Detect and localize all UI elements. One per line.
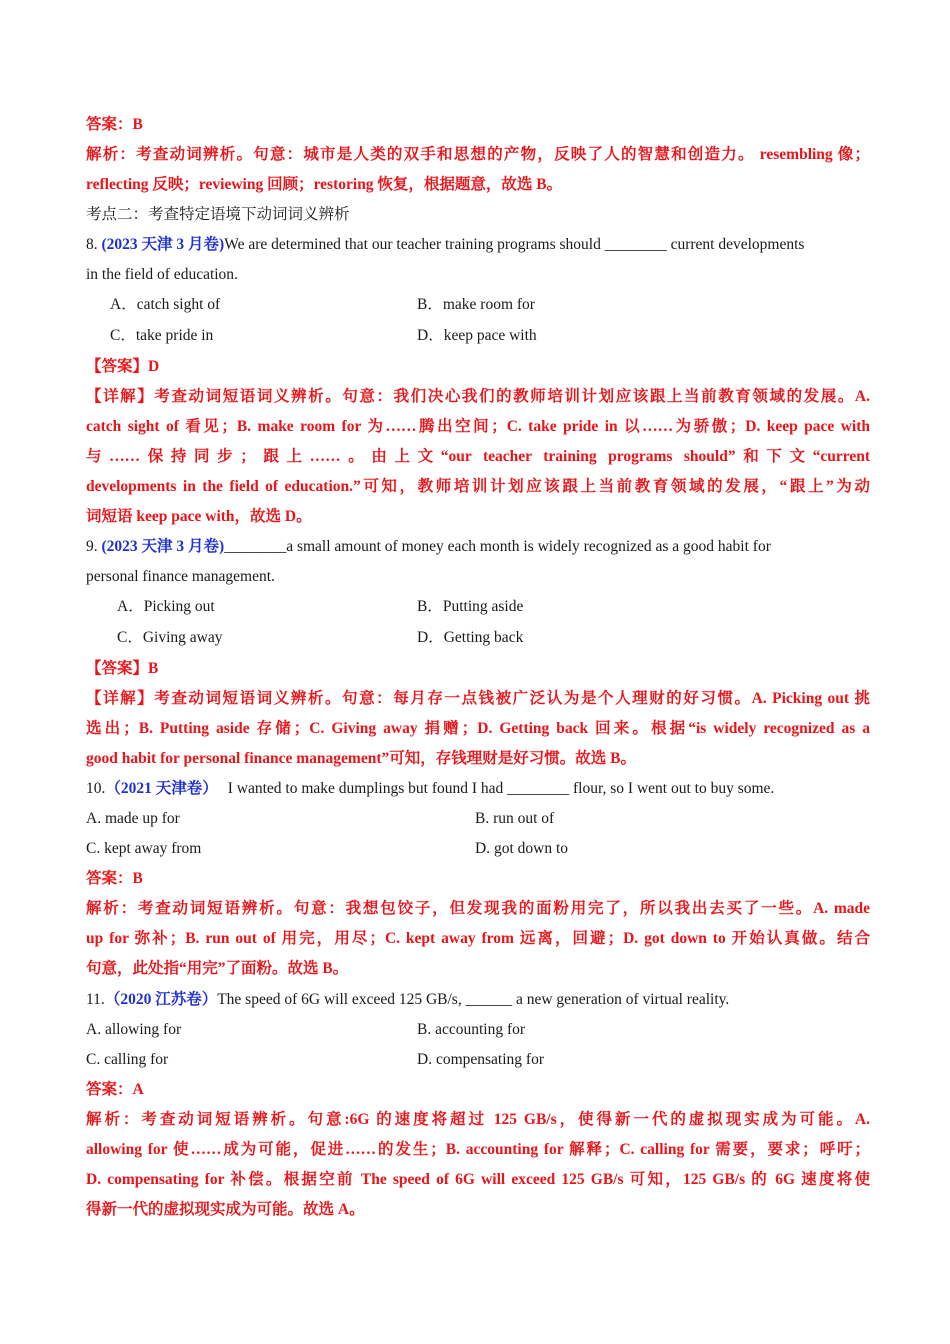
q10-stem-line — [86, 774, 870, 804]
q10-options-row — [86, 834, 870, 864]
q11-options-row — [86, 1045, 870, 1075]
q9-options-row — [86, 623, 870, 653]
q9-options-row — [86, 592, 870, 622]
q9-option-c: C．Giving away — [117, 629, 223, 646]
q9-stem-line: personal finance management. — [86, 568, 275, 585]
q10-stem-text: I wanted to make dumplings but found I had ________ flour, so I went out to buy some. — [227, 780, 775, 797]
q9-number: 9. — [86, 538, 102, 555]
q8-option-a: A．catch sight of — [110, 296, 221, 313]
q11-option-a: A. allowing for — [86, 1021, 182, 1038]
q8-number: 8. — [86, 236, 102, 253]
q8-detail-line: 词短语 keep pace with，故选 D。 — [86, 508, 312, 525]
q9-detail-line: 【详解】考查动词短语词义辨析。句意：每月存一点钱被广泛认为是个人理财的好习惯。A. Picking out 挑 — [86, 690, 870, 707]
q11-source: （2020 江苏卷） — [104, 991, 218, 1008]
q8-option-c: C．take pride in — [110, 327, 214, 344]
q8-detail-line: catch sight of 看见；B. make room for 为……腾出空间；C. take pride in 以……为骄傲；D. keep pace with — [86, 418, 870, 435]
q11-option-b: B. accounting for — [417, 1021, 526, 1038]
q10-option-d: D. got down to — [475, 840, 568, 857]
q8-answer: 【答案】D — [86, 358, 160, 375]
q10-number: 10. — [86, 780, 106, 797]
q11-answer: 答案：A — [86, 1081, 144, 1098]
q9-option-a: A．Picking out — [117, 598, 215, 615]
q8-detail-line: 与……保持同步；跟上……。由上文“our teacher training programs should”和下文“current — [86, 448, 870, 465]
q8-option-b: B．make room for — [417, 296, 535, 313]
section-title: 考点二：考查特定语境下动词词义辨析 — [86, 206, 350, 223]
q8-options-row — [86, 321, 870, 351]
q7-analysis-line: 解析：考查动词辨析。句意：城市是人类的双手和思想的产物，反映了人的智慧和创造力。 resembling 像； — [86, 146, 870, 163]
q9-answer: 【答案】B — [86, 660, 159, 677]
q11-stem-line — [86, 985, 870, 1015]
question-8 — [86, 230, 870, 532]
q11-number: 11. — [86, 991, 105, 1008]
question-10 — [86, 774, 870, 984]
q9-option-d: D．Getting back — [417, 629, 524, 646]
q11-analysis-line: allowing for 使……成为可能，促进……的发生；B. accounting for 解释；C. calling for 需要，要求；呼吁； — [86, 1141, 870, 1158]
q9-stem-line — [86, 532, 870, 562]
q11-analysis-line: D. compensating for 补偿。根据空前 The speed of 6G will exceed 125 GB/s 可知，125 GB/s 的 6G 速度将使 — [86, 1171, 870, 1188]
q8-detail-line: developments in the field of education.”可知，教师培训计划应该跟上当前教育领域的发展，“跟上”为动 — [86, 478, 870, 495]
q9-detail-line: 选出；B. Putting aside 存储；C. Giving away 捐赠；D. Getting back 回来。根据“is widely recognized as a — [86, 720, 870, 737]
question-11 — [86, 985, 870, 1225]
q10-analysis-line: 解析：考查动词短语辨析。句意：我想包饺子，但发现我的面粉用完了，所以我出去买了一些。A. made — [86, 900, 870, 917]
q8-option-d: D．keep pace with — [417, 327, 537, 344]
q11-analysis-line: 得新一代的虚拟现实成为可能。故选 A。 — [86, 1201, 365, 1218]
q8-stem-line: in the field of education. — [86, 266, 238, 283]
q7-analysis-line: reflecting 反映；reviewing 回顾；restoring 恢复，根据题意，故选 B。 — [86, 176, 563, 193]
question-9 — [86, 532, 870, 774]
q10-option-a: A. made up for — [86, 810, 180, 827]
q8-detail-line: 【详解】考查动词短语词义辨析。句意：我们决心我们的教师培训计划应该跟上当前教育领域的发展。A. — [86, 388, 870, 405]
q11-stem-text: The speed of 6G will exceed 125 GB/s, ______ a new generation of virtual reality. — [217, 991, 730, 1008]
q10-option-b: B. run out of — [475, 810, 555, 827]
q8-source: (2023 天津 3 月卷) — [101, 236, 225, 253]
q10-source: （2021 天津卷） — [105, 780, 218, 797]
q10-options-row — [86, 804, 870, 834]
q11-options-row — [86, 1015, 870, 1045]
q11-option-d: D. compensating for — [417, 1051, 544, 1068]
q7-answer: 答案：B — [86, 116, 143, 133]
q9-source: (2023 天津 3 月卷) — [101, 538, 225, 555]
q10-answer: 答案：B — [86, 870, 143, 887]
q7-answer-block — [86, 110, 870, 230]
q10-analysis-line: up for 弥补；B. run out of 用完，用尽；C. kept away from 远离，回避；D. got down to 开始认真做。结合 — [86, 930, 870, 947]
q8-options-row — [86, 290, 870, 320]
q10-option-c: C. kept away from — [86, 840, 202, 857]
q9-stem-text: ________a small amount of money each month is widely recognized as a good habit for — [224, 538, 771, 555]
q8-stem-line — [86, 230, 870, 260]
q9-option-b: B．Putting aside — [417, 598, 524, 615]
q10-analysis-line: 句意，此处指“用完”了面粉。故选 B。 — [86, 960, 349, 977]
q11-analysis-line: 解析：考查动词短语辨析。句意:6G 的速度将超过 125 GB/s，使得新一代的虚拟现实成为可能。A. — [86, 1111, 870, 1128]
q9-detail-line: good habit for personal finance management”可知，存钱理财是好习惯。故选 B。 — [86, 750, 636, 767]
q8-stem-text: We are determined that our teacher training programs should ________ current developments — [224, 236, 805, 253]
q11-option-c: C. calling for — [86, 1051, 169, 1068]
